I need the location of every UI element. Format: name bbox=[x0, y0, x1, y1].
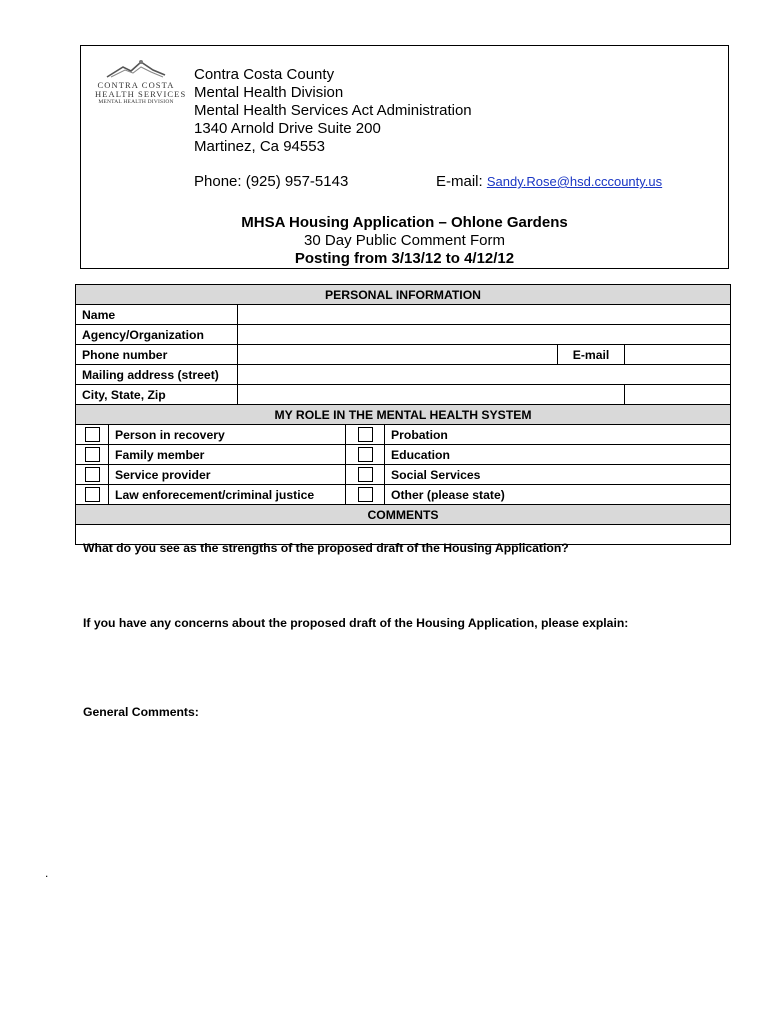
logo-text-line-2: HEALTH SERVICES bbox=[95, 89, 187, 99]
phone-field[interactable] bbox=[238, 345, 558, 365]
health-services-logo bbox=[95, 58, 187, 110]
checkbox-law-enforcement[interactable] bbox=[85, 487, 100, 502]
agency-field[interactable] bbox=[238, 325, 731, 345]
checkbox-probation[interactable] bbox=[358, 427, 373, 442]
logo-text-line-1: CONTRA COSTA bbox=[97, 80, 175, 90]
address-block bbox=[194, 66, 472, 156]
checkbox-cell[interactable] bbox=[76, 425, 109, 445]
checkbox-cell[interactable] bbox=[346, 465, 385, 485]
checkbox-cell[interactable] bbox=[346, 445, 385, 465]
comment-form-table bbox=[75, 284, 731, 719]
phone-number: Phone: (925) 957-5143 bbox=[194, 173, 349, 190]
checkbox-cell[interactable] bbox=[346, 425, 385, 445]
address-line: Contra Costa County bbox=[194, 66, 335, 83]
role-option-label: Person in recovery bbox=[109, 425, 346, 445]
checkbox-cell[interactable] bbox=[76, 445, 109, 465]
role-option-label: Education bbox=[385, 445, 731, 465]
role-option-label: Probation bbox=[385, 425, 731, 445]
form-title: MHSA Housing Application – Ohlone Gardens bbox=[241, 214, 568, 231]
checkbox-social-services[interactable] bbox=[358, 467, 373, 482]
checkbox-cell[interactable] bbox=[76, 465, 109, 485]
concerns-question: If you have any concerns about the proposed draft of the Housing Application, please explain: bbox=[83, 616, 629, 630]
email-link[interactable]: Sandy.Rose@hsd.cccounty.us bbox=[486, 174, 663, 189]
checkbox-person-in-recovery[interactable] bbox=[85, 427, 100, 442]
address-line: Mental Health Division bbox=[194, 84, 344, 101]
mailing-address-field[interactable] bbox=[238, 365, 731, 385]
name-label: Name bbox=[76, 305, 238, 325]
posting-dates: Posting from 3/13/12 to 4/12/12 bbox=[294, 250, 515, 267]
form-subtitle: 30 Day Public Comment Form bbox=[304, 232, 505, 249]
role-option-label: Law enforecement/criminal justice bbox=[109, 485, 346, 505]
logo-text-line-3: MENTAL HEALTH DIVISION bbox=[98, 99, 174, 105]
strengths-question: What do you see as the strengths of the proposed draft of the Housing Application? bbox=[83, 541, 569, 555]
checkbox-service-provider[interactable] bbox=[85, 467, 100, 482]
role-option-label: Other (please state) bbox=[385, 485, 731, 505]
city-state-zip-label: City, State, Zip bbox=[76, 385, 238, 405]
name-field[interactable] bbox=[238, 305, 731, 325]
general-comments-label: General Comments: bbox=[83, 705, 199, 719]
email-field[interactable] bbox=[625, 345, 731, 365]
role-option-label: Service provider bbox=[109, 465, 346, 485]
checkbox-cell[interactable] bbox=[76, 485, 109, 505]
agency-label: Agency/Organization bbox=[76, 325, 238, 345]
letterhead-box bbox=[80, 45, 729, 269]
role-option-label: Family member bbox=[109, 445, 346, 465]
zip-field[interactable] bbox=[625, 385, 731, 405]
role-section-header: MY ROLE IN THE MENTAL HEALTH SYSTEM bbox=[76, 405, 731, 425]
mailing-address-label: Mailing address (street) bbox=[76, 365, 238, 385]
role-option-label: Social Services bbox=[385, 465, 731, 485]
comments-section-header: COMMENTS bbox=[76, 505, 731, 525]
email-line bbox=[436, 173, 662, 190]
city-state-field[interactable] bbox=[238, 385, 625, 405]
phone-label: Phone number bbox=[76, 345, 238, 365]
comments-area[interactable] bbox=[76, 525, 731, 719]
email-label: E-mail: bbox=[436, 173, 487, 190]
checkbox-other[interactable] bbox=[358, 487, 373, 502]
address-line: 1340 Arnold Drive Suite 200 bbox=[194, 120, 381, 137]
address-line: Martinez, Ca 94553 bbox=[194, 138, 325, 155]
mountain-logo-icon bbox=[105, 58, 167, 80]
email-label-cell: E-mail bbox=[558, 345, 625, 365]
footer-mark: . bbox=[45, 866, 49, 880]
personal-information-header: PERSONAL INFORMATION bbox=[76, 285, 731, 305]
checkbox-cell[interactable] bbox=[346, 485, 385, 505]
checkbox-education[interactable] bbox=[358, 447, 373, 462]
address-line: Mental Health Services Act Administration bbox=[194, 102, 472, 119]
checkbox-family-member[interactable] bbox=[85, 447, 100, 462]
